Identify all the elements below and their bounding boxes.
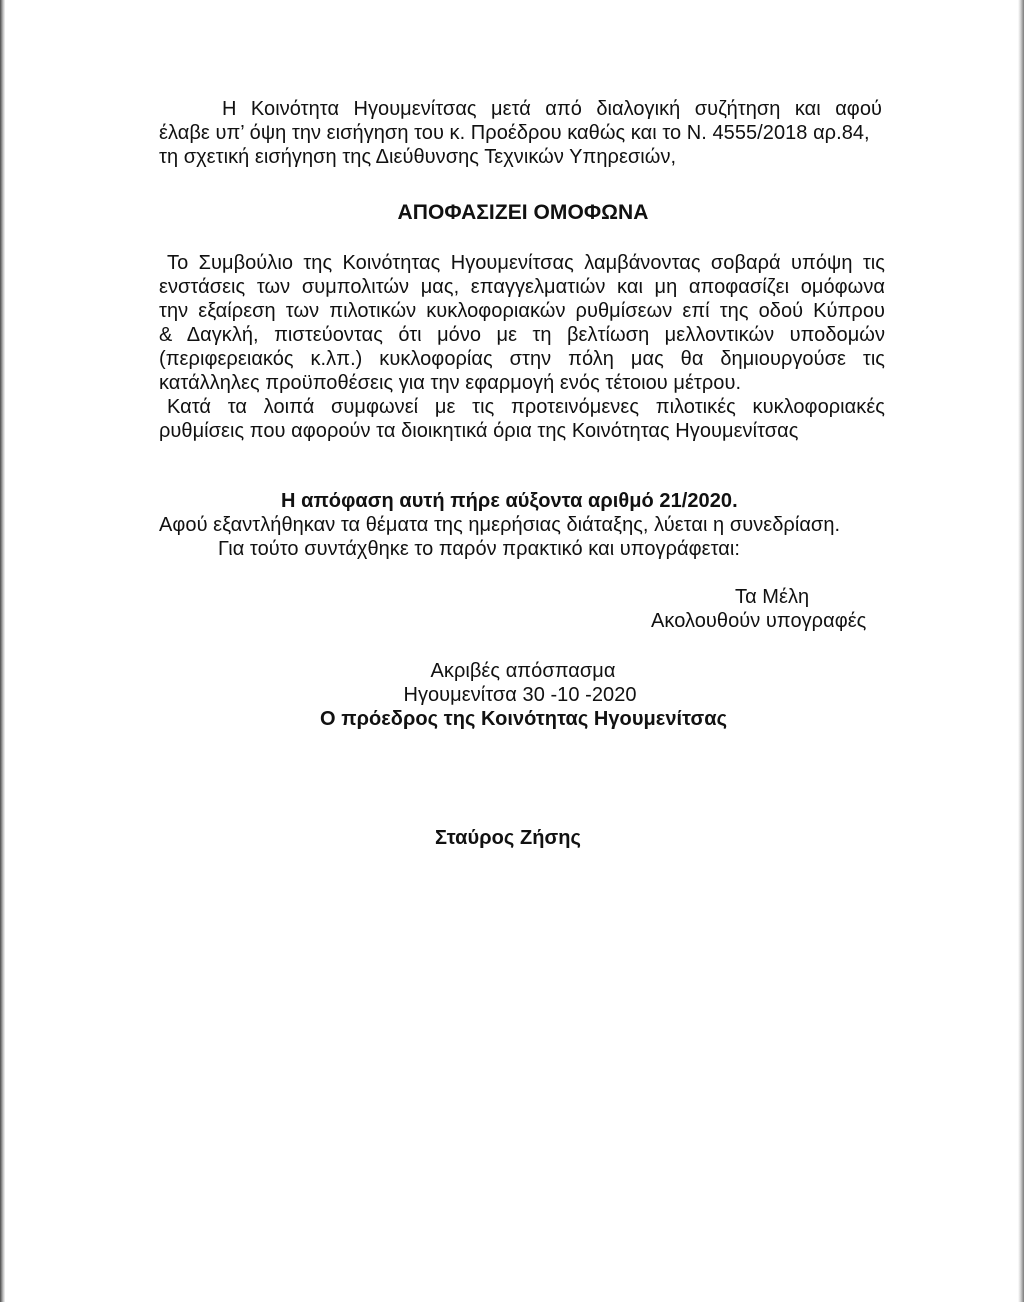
extract-place-date: Ηγουμενίτσα 30 -10 -2020: [403, 684, 637, 706]
page-right-edge: [1018, 0, 1024, 1302]
members-signatures: Ακολουθούν υπογραφές: [651, 610, 867, 632]
decision-line-1: Το Συμβούλιο της Κοινότητας Ηγουμενίτσας λαμβάνοντας σοβαρά υπόψη τις: [167, 252, 885, 274]
closing-line-2: Για τούτο συντάχθηκε το παρόν πρακτικό και υπογράφεται:: [218, 538, 740, 560]
decision-line-8: ρυθμίσεις που αφορούν τα διοικητικά όρια της Κοινότητας Ηγουμενίτσας: [159, 420, 799, 442]
decision-line-6: κατάλληλες προϋποθέσεις για την εφαρμογή ενός τέτοιου μέτρου.: [159, 372, 742, 394]
extract-label: Ακριβές απόσπασμα: [430, 660, 616, 682]
page-left-edge: [0, 0, 5, 1302]
intro-line-1: Η Κοινότητα Ηγουμενίτσας μετά από διαλογική συζήτηση και αφού: [222, 98, 882, 120]
closing-line-1: Αφού εξαντλήθηκαν τα θέματα της ημερήσιας διάταξης, λύεται η συνεδρίαση.: [159, 514, 841, 536]
decision-line-2: ενστάσεις των συμπολιτών μας, επαγγελματιών και μη αποφασίζει ομόφωνα: [159, 276, 885, 298]
decision-line-3: την εξαίρεση των πιλοτικών κυκλοφοριακών ρυθμίσεων επί της οδού Κύπρου: [159, 300, 885, 322]
president-title: Ο πρόεδρος της Κοινότητας Ηγουμενίτσας: [320, 708, 728, 730]
intro-line-2: έλαβε υπ’ όψη την εισήγηση του κ. Προέδρου καθώς και το Ν. 4555/2018 αρ.84,: [159, 122, 870, 144]
decision-line-4: & Δαγκλή, πιστεύοντας ότι μόνο με τη βελτίωση μελλοντικών υποδομών: [159, 324, 885, 346]
members-title: Τα Μέλη: [735, 586, 810, 608]
signatory-name: Σταύρος Ζήσης: [435, 827, 581, 849]
intro-line-3: τη σχετική εισήγηση της Διεύθυνσης Τεχνικών Υπηρεσιών,: [159, 146, 677, 168]
decision-line-5: (περιφερειακός κ.λπ.) κυκλοφορίας στην πόλη μας θα δημιουργούσε τις: [159, 348, 885, 370]
decision-number: Η απόφαση αυτή πήρε αύξοντα αριθμό 21/2020.: [281, 490, 738, 512]
decision-line-7: Κατά τα λοιπά συμφωνεί με τις προτεινόμενες πιλοτικές κυκλοφοριακές: [167, 396, 885, 418]
decision-heading: ΑΠΟΦΑΣΙΖΕΙ ΟΜΟΦΩΝΑ: [397, 201, 649, 224]
